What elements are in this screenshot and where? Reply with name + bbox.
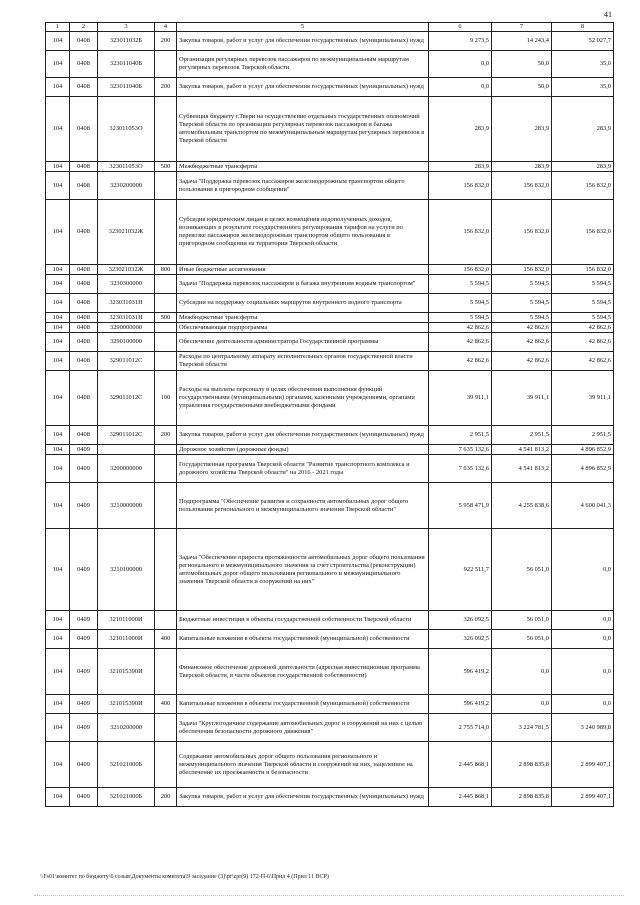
cell-amount-col8: 5 594,5 xyxy=(552,313,614,323)
cell-expense-type xyxy=(155,51,177,78)
cell-amount-col7: 3 224 781,5 xyxy=(492,714,552,742)
cell-target-article: 323021032Ж xyxy=(98,265,155,275)
table-row xyxy=(46,294,614,313)
cell-section: 104 xyxy=(46,333,70,352)
table-row xyxy=(46,483,614,529)
cell-amount-col7: 0,0 xyxy=(492,649,552,695)
cell-expense-type: 200 xyxy=(155,426,177,445)
cell-amount-col8: 4 896 852,9 xyxy=(552,445,614,455)
table-row xyxy=(46,742,614,788)
cell-target-article: 323011032Б xyxy=(98,32,155,51)
page-number: 41 xyxy=(604,10,612,19)
table-row xyxy=(46,51,614,78)
cell-description: Дорожное хозяйство (дорожные фонды) xyxy=(177,445,429,455)
table-row xyxy=(46,323,614,333)
cell-amount-col7: 156 832,0 xyxy=(492,265,552,275)
cell-subsection: 0408 xyxy=(70,371,98,426)
column-header: 2 xyxy=(70,23,98,32)
cell-amount-col7: 156 832,0 xyxy=(492,200,552,265)
budget-table xyxy=(45,22,614,807)
cell-section: 104 xyxy=(46,455,70,483)
cell-expense-type xyxy=(155,323,177,333)
cell-amount-col8: 156 832,0 xyxy=(552,265,614,275)
cell-description: Обеспечение деятельности администратора Государственной программы xyxy=(177,333,429,352)
cell-amount-col6: 7 635 132,6 xyxy=(429,455,492,483)
cell-amount-col6: 326 092,5 xyxy=(429,630,492,649)
cell-amount-col8: 5 594,5 xyxy=(552,294,614,313)
table-row xyxy=(46,714,614,742)
cell-description: Подпрограмма "Обеспечение развития и сохранности автомобильных дорог общего пользования регионального и межмуниципального значения Тверской области" xyxy=(177,483,429,529)
cell-target-article: 323021032Ж xyxy=(98,200,155,265)
cell-subsection: 0408 xyxy=(70,275,98,294)
cell-amount-col6: 7 635 132,6 xyxy=(429,445,492,455)
cell-amount-col7: 5 594,5 xyxy=(492,275,552,294)
cell-expense-type: 500 xyxy=(155,162,177,172)
cell-amount-col7: 2 951,5 xyxy=(492,426,552,445)
cell-description: Субсидия юридическим лицам в целях возмещения недополученных доходов, возникающих в результате государственного регулирования тарифов на услуги по перевозке пассажиров железнодорожным транспортом общего пользования в пригородном сообщении на территории Тверской области xyxy=(177,200,429,265)
cell-amount-col8: 35,0 xyxy=(552,78,614,97)
cell-target-article: 3290000000 xyxy=(98,323,155,333)
table-row xyxy=(46,371,614,426)
cell-target-article: 323031031Н xyxy=(98,294,155,313)
cell-subsection: 0409 xyxy=(70,455,98,483)
cell-section: 104 xyxy=(46,172,70,200)
cell-target-article: 321021000Б xyxy=(98,742,155,788)
cell-amount-col6: 596 419,2 xyxy=(429,695,492,714)
cell-amount-col6: 283,9 xyxy=(429,97,492,162)
cell-section: 104 xyxy=(46,294,70,313)
cell-subsection: 0408 xyxy=(70,352,98,371)
cell-section: 104 xyxy=(46,445,70,455)
cell-description: Государственная программа Тверской области "Развитие транспортного комплекса и дорожного хозяйства Тверской области" на 2016 - 2021 годы xyxy=(177,455,429,483)
table-row xyxy=(46,275,614,294)
cell-description: Задача "Поддержка перевозок пассажиров и багажа внутренним водным транспортом" xyxy=(177,275,429,294)
cell-description: Субсидии на поддержку социальных маршрутов внутреннего водного транспорта xyxy=(177,294,429,313)
cell-amount-col7: 5 594,5 xyxy=(492,294,552,313)
cell-subsection: 0409 xyxy=(70,630,98,649)
cell-expense-type xyxy=(155,352,177,371)
cell-amount-col8: 2 951,5 xyxy=(552,426,614,445)
cell-subsection: 0408 xyxy=(70,265,98,275)
page-bottom-divider xyxy=(34,895,624,896)
cell-target-article: 329011012С xyxy=(98,371,155,426)
cell-expense-type xyxy=(155,483,177,529)
cell-expense-type xyxy=(155,97,177,162)
cell-amount-col8: 0,0 xyxy=(552,611,614,630)
cell-description: Бюджетные инвестиции в объекты государственной собственности Тверской области xyxy=(177,611,429,630)
cell-amount-col8: 5 594,5 xyxy=(552,275,614,294)
cell-target-article: 321015390И xyxy=(98,695,155,714)
cell-amount-col8: 42 862,6 xyxy=(552,323,614,333)
cell-target-article: 3210000000 xyxy=(98,483,155,529)
cell-description: Расходы на выплаты персоналу в целях обеспечения выполнения функций государственными (муниципальными) органами, казенными учреждениями, органами управления государственными внебюджетными фондами xyxy=(177,371,429,426)
cell-amount-col6: 156 832,0 xyxy=(429,265,492,275)
cell-amount-col6: 42 862,6 xyxy=(429,333,492,352)
table-row xyxy=(46,265,614,275)
cell-expense-type xyxy=(155,649,177,695)
cell-subsection: 0409 xyxy=(70,529,98,611)
cell-amount-col8: 283,9 xyxy=(552,97,614,162)
file-path-footer: \\Fs01\комитет по бюджету\6 созыв\Документы комитета\9 заседание (3)\pr\zpr(9) 172-П-6\Прил 4 (Прил 11 ВСР) xyxy=(40,874,329,880)
cell-description: Расходы по центральному аппарату исполнительных органов государственной власти Тверской области xyxy=(177,352,429,371)
cell-amount-col6: 5 594,5 xyxy=(429,275,492,294)
table-row xyxy=(46,172,614,200)
table-body xyxy=(46,32,614,807)
cell-description: Организация регулярных перевозок пассажиров по межмуниципальным маршрутам регулярных перевозок Тверской области xyxy=(177,51,429,78)
column-header: 8 xyxy=(552,23,614,32)
cell-section: 104 xyxy=(46,352,70,371)
cell-section: 104 xyxy=(46,162,70,172)
cell-target-article: 3210200000 xyxy=(98,714,155,742)
cell-amount-col8: 283,9 xyxy=(552,162,614,172)
cell-description: Субвенция бюджету г.Твери на осуществление отдельных государственных полномочий Тверской области по организации регулярных перевозок пассажиров и багажа автомобильным транспортом по межмуниципальным маршрутам регулярных перевозок в Тверской области xyxy=(177,97,429,162)
cell-target-article: 3200000000 xyxy=(98,455,155,483)
cell-expense-type: 400 xyxy=(155,630,177,649)
cell-amount-col7: 56 051,0 xyxy=(492,630,552,649)
cell-subsection: 0408 xyxy=(70,97,98,162)
cell-expense-type xyxy=(155,455,177,483)
table-row xyxy=(46,78,614,97)
cell-amount-col7: 4 541 813,2 xyxy=(492,445,552,455)
cell-section: 104 xyxy=(46,742,70,788)
cell-expense-type xyxy=(155,742,177,788)
cell-expense-type xyxy=(155,200,177,265)
cell-section: 104 xyxy=(46,483,70,529)
cell-section: 104 xyxy=(46,630,70,649)
cell-amount-col7: 2 898 835,8 xyxy=(492,742,552,788)
cell-description: Закупка товаров, работ и услуг для обеспечения государственных (муниципальных) нужд xyxy=(177,788,429,807)
cell-subsection: 0409 xyxy=(70,714,98,742)
cell-target-article xyxy=(98,445,155,455)
table-row xyxy=(46,445,614,455)
cell-subsection: 0409 xyxy=(70,788,98,807)
cell-target-article: 323011053О xyxy=(98,97,155,162)
cell-description: Задача "Поддержка перевозок пассажиров железнодорожным транспортом общего пользования в пригородном сообщении" xyxy=(177,172,429,200)
cell-description: Закупка товаров, работ и услуг для обеспечения государственных (муниципальных) нужд xyxy=(177,32,429,51)
cell-amount-col6: 596 419,2 xyxy=(429,649,492,695)
cell-subsection: 0408 xyxy=(70,162,98,172)
column-header: 3 xyxy=(98,23,155,32)
cell-subsection: 0408 xyxy=(70,78,98,97)
cell-amount-col8: 52 027,7 xyxy=(552,32,614,51)
table-row xyxy=(46,695,614,714)
cell-subsection: 0408 xyxy=(70,323,98,333)
cell-target-article: 329011012С xyxy=(98,426,155,445)
table-row xyxy=(46,32,614,51)
cell-amount-col6: 2 445 868,1 xyxy=(429,742,492,788)
cell-amount-col6: 42 862,6 xyxy=(429,323,492,333)
column-header: 6 xyxy=(429,23,492,32)
cell-description: Капитальные вложения в объекты государственной (муниципальной) собственности xyxy=(177,695,429,714)
cell-amount-col6: 0,0 xyxy=(429,78,492,97)
cell-section: 104 xyxy=(46,714,70,742)
cell-amount-col7: 283,9 xyxy=(492,97,552,162)
cell-amount-col7: 4 541 813,2 xyxy=(492,455,552,483)
cell-expense-type xyxy=(155,172,177,200)
column-number-row xyxy=(46,23,614,32)
cell-expense-type: 400 xyxy=(155,695,177,714)
cell-amount-col7: 50,0 xyxy=(492,51,552,78)
cell-target-article: 323031031Н xyxy=(98,313,155,323)
cell-expense-type xyxy=(155,333,177,352)
cell-subsection: 0408 xyxy=(70,294,98,313)
cell-amount-col8: 42 862,6 xyxy=(552,352,614,371)
cell-target-article: 321015390И xyxy=(98,649,155,695)
cell-description: Задача "Круглогодичное содержание автомобильных дорог и сооружений на них с целью обеспечения безопасности дорожного движения" xyxy=(177,714,429,742)
cell-amount-col6: 2 951,5 xyxy=(429,426,492,445)
cell-amount-col6: 5 594,5 xyxy=(429,294,492,313)
cell-subsection: 0408 xyxy=(70,426,98,445)
cell-expense-type: 100 xyxy=(155,371,177,426)
cell-subsection: 0408 xyxy=(70,32,98,51)
cell-section: 104 xyxy=(46,51,70,78)
cell-section: 104 xyxy=(46,371,70,426)
table-row xyxy=(46,611,614,630)
cell-amount-col6: 9 273,5 xyxy=(429,32,492,51)
cell-section: 104 xyxy=(46,426,70,445)
cell-section: 104 xyxy=(46,323,70,333)
cell-expense-type: 800 xyxy=(155,265,177,275)
cell-section: 104 xyxy=(46,611,70,630)
column-header: 7 xyxy=(492,23,552,32)
cell-subsection: 0409 xyxy=(70,483,98,529)
cell-description: Закупка товаров, работ и услуг для обеспечения государственных (муниципальных) нужд xyxy=(177,78,429,97)
cell-subsection: 0409 xyxy=(70,611,98,630)
cell-amount-col8: 4 896 852,9 xyxy=(552,455,614,483)
cell-amount-col6: 156 832,0 xyxy=(429,200,492,265)
table-row xyxy=(46,630,614,649)
cell-expense-type xyxy=(155,445,177,455)
cell-amount-col8: 0,0 xyxy=(552,649,614,695)
cell-amount-col7: 4 255 838,6 xyxy=(492,483,552,529)
cell-target-article: 3230200000 xyxy=(98,172,155,200)
cell-section: 104 xyxy=(46,529,70,611)
table-row xyxy=(46,788,614,807)
cell-expense-type xyxy=(155,714,177,742)
cell-amount-col8: 0,0 xyxy=(552,695,614,714)
cell-description: Капитальные вложения в объекты государственной (муниципальной) собственности xyxy=(177,630,429,649)
cell-description: Финансовое обеспечение дорожной деятельности (адресная инвестиционная программа Тверской области, в части объектов государственной собственности) xyxy=(177,649,429,695)
cell-description: Закупка товаров, работ и услуг для обеспечения государственных (муниципальных) нужд xyxy=(177,426,429,445)
cell-subsection: 0408 xyxy=(70,51,98,78)
cell-target-article: 323011053О xyxy=(98,162,155,172)
cell-amount-col7: 283,9 xyxy=(492,162,552,172)
cell-amount-col6: 283,9 xyxy=(429,162,492,172)
table-row xyxy=(46,200,614,265)
cell-target-article: 3210100000 xyxy=(98,529,155,611)
cell-target-article: 321011000И xyxy=(98,611,155,630)
cell-amount-col8: 39 911,1 xyxy=(552,371,614,426)
cell-target-article: 321011000И xyxy=(98,630,155,649)
cell-amount-col6: 156 832,0 xyxy=(429,172,492,200)
table-row xyxy=(46,455,614,483)
cell-amount-col6: 39 911,1 xyxy=(429,371,492,426)
cell-subsection: 0408 xyxy=(70,313,98,323)
cell-expense-type: 200 xyxy=(155,788,177,807)
column-header: 4 xyxy=(155,23,177,32)
cell-expense-type xyxy=(155,611,177,630)
cell-expense-type xyxy=(155,294,177,313)
table-row xyxy=(46,97,614,162)
cell-amount-col8: 2 899 407,1 xyxy=(552,742,614,788)
cell-target-article: 3230300000 xyxy=(98,275,155,294)
cell-amount-col6: 922 511,7 xyxy=(429,529,492,611)
cell-amount-col6: 42 862,6 xyxy=(429,352,492,371)
cell-section: 104 xyxy=(46,200,70,265)
cell-section: 104 xyxy=(46,788,70,807)
cell-amount-col7: 39 911,1 xyxy=(492,371,552,426)
table-row xyxy=(46,333,614,352)
cell-amount-col8: 0,0 xyxy=(552,630,614,649)
cell-amount-col6: 5 594,5 xyxy=(429,313,492,323)
cell-target-article: 329011012С xyxy=(98,352,155,371)
cell-amount-col7: 42 862,6 xyxy=(492,333,552,352)
cell-amount-col7: 156 832,0 xyxy=(492,172,552,200)
cell-amount-col7: 2 898 835,8 xyxy=(492,788,552,807)
cell-amount-col6: 2 755 714,0 xyxy=(429,714,492,742)
cell-amount-col7: 5 594,5 xyxy=(492,313,552,323)
cell-amount-col8: 4 600 041,3 xyxy=(552,483,614,529)
cell-expense-type xyxy=(155,275,177,294)
cell-section: 104 xyxy=(46,275,70,294)
cell-section: 104 xyxy=(46,313,70,323)
cell-amount-col8: 156 832,0 xyxy=(552,172,614,200)
table-row xyxy=(46,529,614,611)
cell-amount-col7: 56 051,0 xyxy=(492,611,552,630)
cell-section: 104 xyxy=(46,97,70,162)
cell-amount-col8: 42 862,6 xyxy=(552,333,614,352)
column-header: 5 xyxy=(177,23,429,32)
cell-amount-col7: 42 862,6 xyxy=(492,352,552,371)
table-row xyxy=(46,352,614,371)
cell-amount-col8: 35,0 xyxy=(552,51,614,78)
cell-expense-type: 200 xyxy=(155,78,177,97)
cell-expense-type: 500 xyxy=(155,313,177,323)
cell-subsection: 0408 xyxy=(70,333,98,352)
cell-description: Обеспечивающая подпрограмма xyxy=(177,323,429,333)
cell-target-article: 323011040Б xyxy=(98,78,155,97)
cell-amount-col6: 326 092,5 xyxy=(429,611,492,630)
cell-amount-col8: 2 899 407,1 xyxy=(552,788,614,807)
cell-section: 104 xyxy=(46,649,70,695)
cell-amount-col7: 14 243,4 xyxy=(492,32,552,51)
cell-section: 104 xyxy=(46,265,70,275)
cell-subsection: 0409 xyxy=(70,695,98,714)
cell-target-article: 323011040Б xyxy=(98,51,155,78)
cell-subsection: 0409 xyxy=(70,649,98,695)
cell-amount-col7: 42 862,6 xyxy=(492,323,552,333)
table-row xyxy=(46,313,614,323)
cell-description: Иные бюджетные ассигнования xyxy=(177,265,429,275)
cell-target-article: 321021000Б xyxy=(98,788,155,807)
cell-subsection: 0409 xyxy=(70,445,98,455)
cell-subsection: 0408 xyxy=(70,200,98,265)
cell-amount-col8: 156 832,0 xyxy=(552,200,614,265)
table-row xyxy=(46,426,614,445)
cell-subsection: 0409 xyxy=(70,742,98,788)
cell-expense-type xyxy=(155,529,177,611)
cell-target-article: 3290100000 xyxy=(98,333,155,352)
column-header: 1 xyxy=(46,23,70,32)
cell-description: Задача "Обеспечение прироста протяженности автомобильных дорог общего пользования регионального и межмуниципального значения за счет строительства (реконструкции) автомобильных дорог общего пользования регионального и межмуниципального значения Тверской области и сооружений на них" xyxy=(177,529,429,611)
cell-description: Содержание автомобильных дорог общего пользования регионального и межмуниципального значения Тверской области и сооружений на них, нацеленное на обеспечение их проезжаемости и безопасности xyxy=(177,742,429,788)
cell-amount-col8: 0,0 xyxy=(552,529,614,611)
cell-amount-col7: 50,0 xyxy=(492,78,552,97)
cell-description: Межбюджетные трансферты xyxy=(177,162,429,172)
cell-section: 104 xyxy=(46,78,70,97)
cell-amount-col6: 5 958 471,9 xyxy=(429,483,492,529)
cell-amount-col8: 3 240 989,8 xyxy=(552,714,614,742)
cell-description: Межбюджетные трансферты xyxy=(177,313,429,323)
cell-amount-col7: 0,0 xyxy=(492,695,552,714)
cell-section: 104 xyxy=(46,32,70,51)
cell-subsection: 0408 xyxy=(70,172,98,200)
cell-amount-col7: 56 051,0 xyxy=(492,529,552,611)
cell-section: 104 xyxy=(46,695,70,714)
table-row xyxy=(46,649,614,695)
cell-expense-type: 200 xyxy=(155,32,177,51)
cell-amount-col6: 0,0 xyxy=(429,51,492,78)
table-row xyxy=(46,162,614,172)
cell-amount-col6: 2 445 868,1 xyxy=(429,788,492,807)
